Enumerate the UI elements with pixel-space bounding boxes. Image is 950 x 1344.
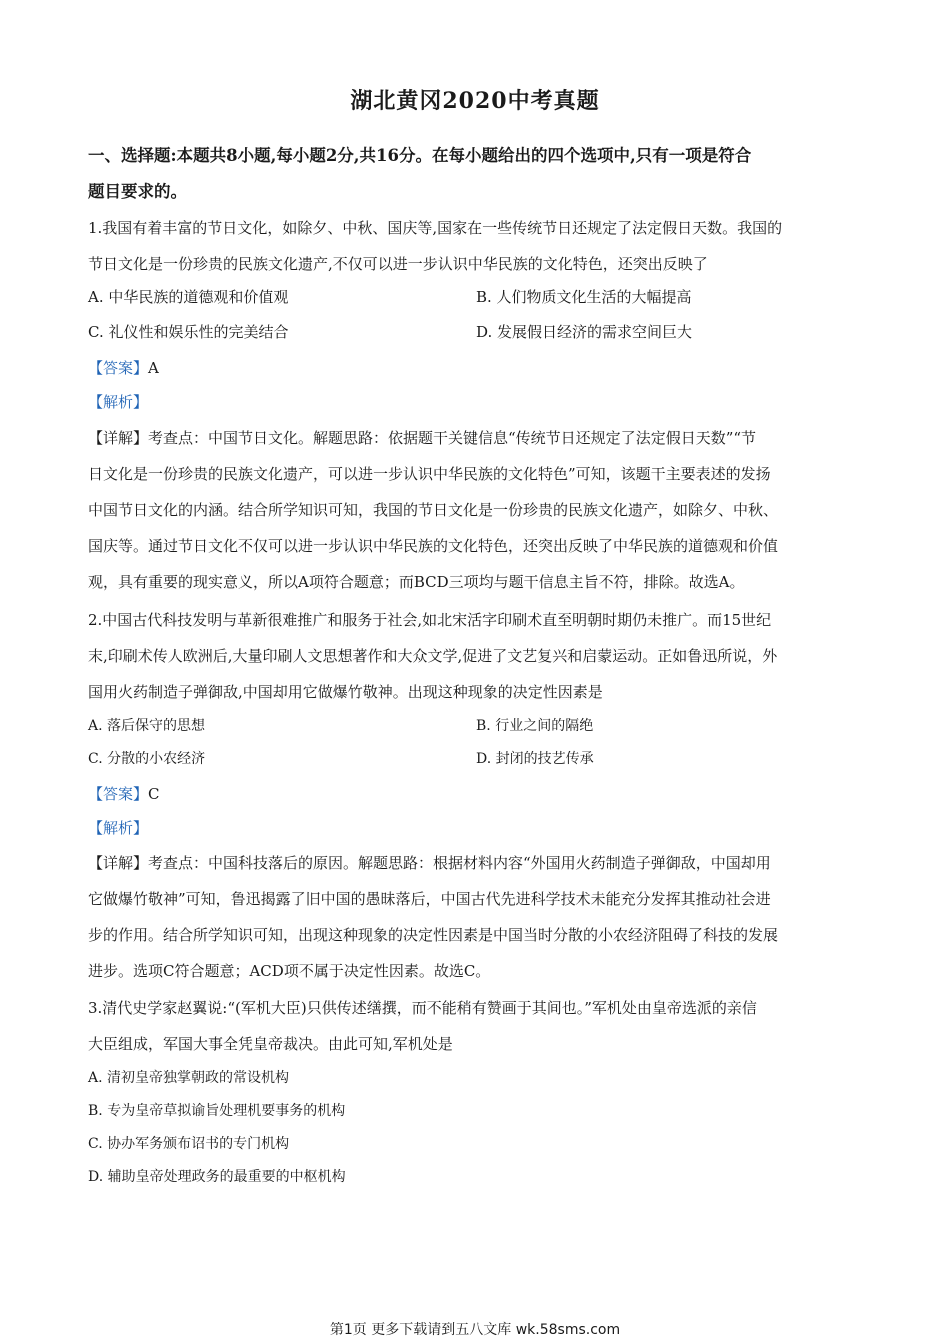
analysis-tag: 【解析】: [88, 393, 149, 411]
question-2-stem-line3: 国用火药制造子弹御敌,中国却用它做爆竹敬神。出现这种现象的决定性因素是: [88, 683, 603, 701]
question-2-option-c: C. 分散的小农经济: [88, 751, 206, 767]
answer-value: A: [148, 359, 159, 377]
question-2-option-b: B. 行业之间的隔绝: [476, 718, 594, 734]
question-1-stem-line2: 节日文化是一份珍贵的民族文化遗产,不仅可以进一步认识中华民族的文化特色，还突出反映了: [88, 255, 708, 273]
detail-tag: 【详解】: [88, 854, 149, 872]
question-3-option-b: B. 专为皇帝草拟谕旨处理机要事务的机构: [88, 1103, 346, 1119]
detail-tag: 【详解】: [88, 429, 149, 447]
question-3-stem-line1: 3.清代史学家赵翼说:“(军机大臣)只供传述缮撰，而不能稍有赞画于其间也。”军机处由皇帝选派的亲信: [88, 999, 757, 1017]
question-2-detail-line3: 步的作用。结合所学知识可知，出现这种现象的决定性因素是中国当时分散的小农经济阻碍了科技的发展: [88, 926, 779, 944]
question-1-answer: [88, 350, 868, 386]
analysis-tag: 【解析】: [88, 819, 149, 837]
question-2-answer: [88, 776, 868, 812]
question-3-option-d: D. 辅助皇帝处理政务的最重要的中枢机构: [88, 1169, 346, 1185]
question-2-analysis-label: [88, 810, 868, 846]
question-2-detail-line1: [88, 845, 868, 881]
question-1-detail-line1: [88, 420, 868, 456]
question-2-detail-line4: 进步。选项C符合题意；ACD项不属于决定性因素。故选C。: [88, 962, 491, 980]
question-1-option-d: D. 发展假日经济的需求空间巨大: [476, 323, 693, 341]
answer-value: C: [148, 785, 160, 803]
question-1-option-a: A. 中华民族的道德观和价值观: [88, 288, 289, 306]
question-2-option-a: A. 落后保守的思想: [88, 718, 206, 734]
question-1-detail-line3: 中国节日文化的内涵。结合所学知识可知，我国的节日文化是一份珍贵的民族文化遗产，如除夕、中秋、: [88, 501, 779, 519]
question-3-option-a: A. 清初皇帝独掌朝政的常设机构: [88, 1070, 290, 1086]
question-1-detail-line4: 国庆等。通过节日文化不仅可以进一步认识中华民族的文化特色，还突出反映了中华民族的道德观和价值: [88, 537, 779, 555]
detail-text: 考查点：中国科技落后的原因。解题思路：根据材料内容“外国用火药制造子弹御敌，中国却用: [148, 854, 771, 872]
section-heading-line2: 题目要求的。: [88, 182, 187, 201]
question-3-stem-line2: 大臣组成，军国大事全凭皇帝裁决。由此可知,军机处是: [88, 1035, 453, 1053]
question-1-stem-line1: 1.我国有着丰富的节日文化，如除夕、中秋、国庆等,国家在一些传统节日还规定了法定假日天数。我国的: [88, 219, 783, 237]
question-1-detail-line2: 日文化是一份珍贵的民族文化遗产，可以进一步认识中华民族的文化特色”可知，该题干主要表述的发扬: [88, 465, 771, 483]
page-title: 湖北黄冈2020中考真题: [350, 88, 600, 114]
question-2-stem-line1: 2.中国古代科技发明与革新很难推广和服务于社会,如北宋活字印刷术直至明朝时期仍未推广。而15世纪: [88, 611, 772, 629]
question-1-option-c: C. 礼仪性和娱乐性的完美结合: [88, 323, 289, 341]
question-2-detail-line2: 它做爆竹敬神”可知，鲁迅揭露了旧中国的愚昧落后，中国古代先进科学技术未能充分发挥其推动社会进: [88, 890, 771, 908]
question-1-option-b: B. 人们物质文化生活的大幅提高: [476, 288, 692, 306]
question-1-detail-line5: 观，具有重要的现实意义，所以A项符合题意；而BCD三项均与题干信息主旨不符，排除。故选A。: [88, 573, 745, 591]
question-2-option-d: D. 封闭的技艺传承: [476, 751, 594, 767]
detail-text: 考查点：中国节日文化。解题思路：依据题干关键信息“传统节日还规定了法定假日天数”“节: [148, 429, 757, 447]
answer-tag: 【答案】: [88, 785, 149, 803]
question-1-analysis-label: [88, 384, 868, 420]
answer-tag: 【答案】: [88, 359, 149, 377]
question-3-option-c: C. 协办军务颁布诏书的专门机构: [88, 1136, 290, 1152]
question-2-stem-line2: 末,印刷术传人欧洲后,大量印刷人文思想著作和大众文学,促进了文艺复兴和启蒙运动。正如鲁迅所说，外: [88, 647, 778, 665]
page-footer: 第1页 更多下载请到五八文库 wk.58sms.com: [329, 1322, 621, 1338]
section-heading-line1: 一、选择题:本题共8小题,每小题2分,共16分。在每小题给出的四个选项中,只有一项是符合: [88, 146, 752, 165]
